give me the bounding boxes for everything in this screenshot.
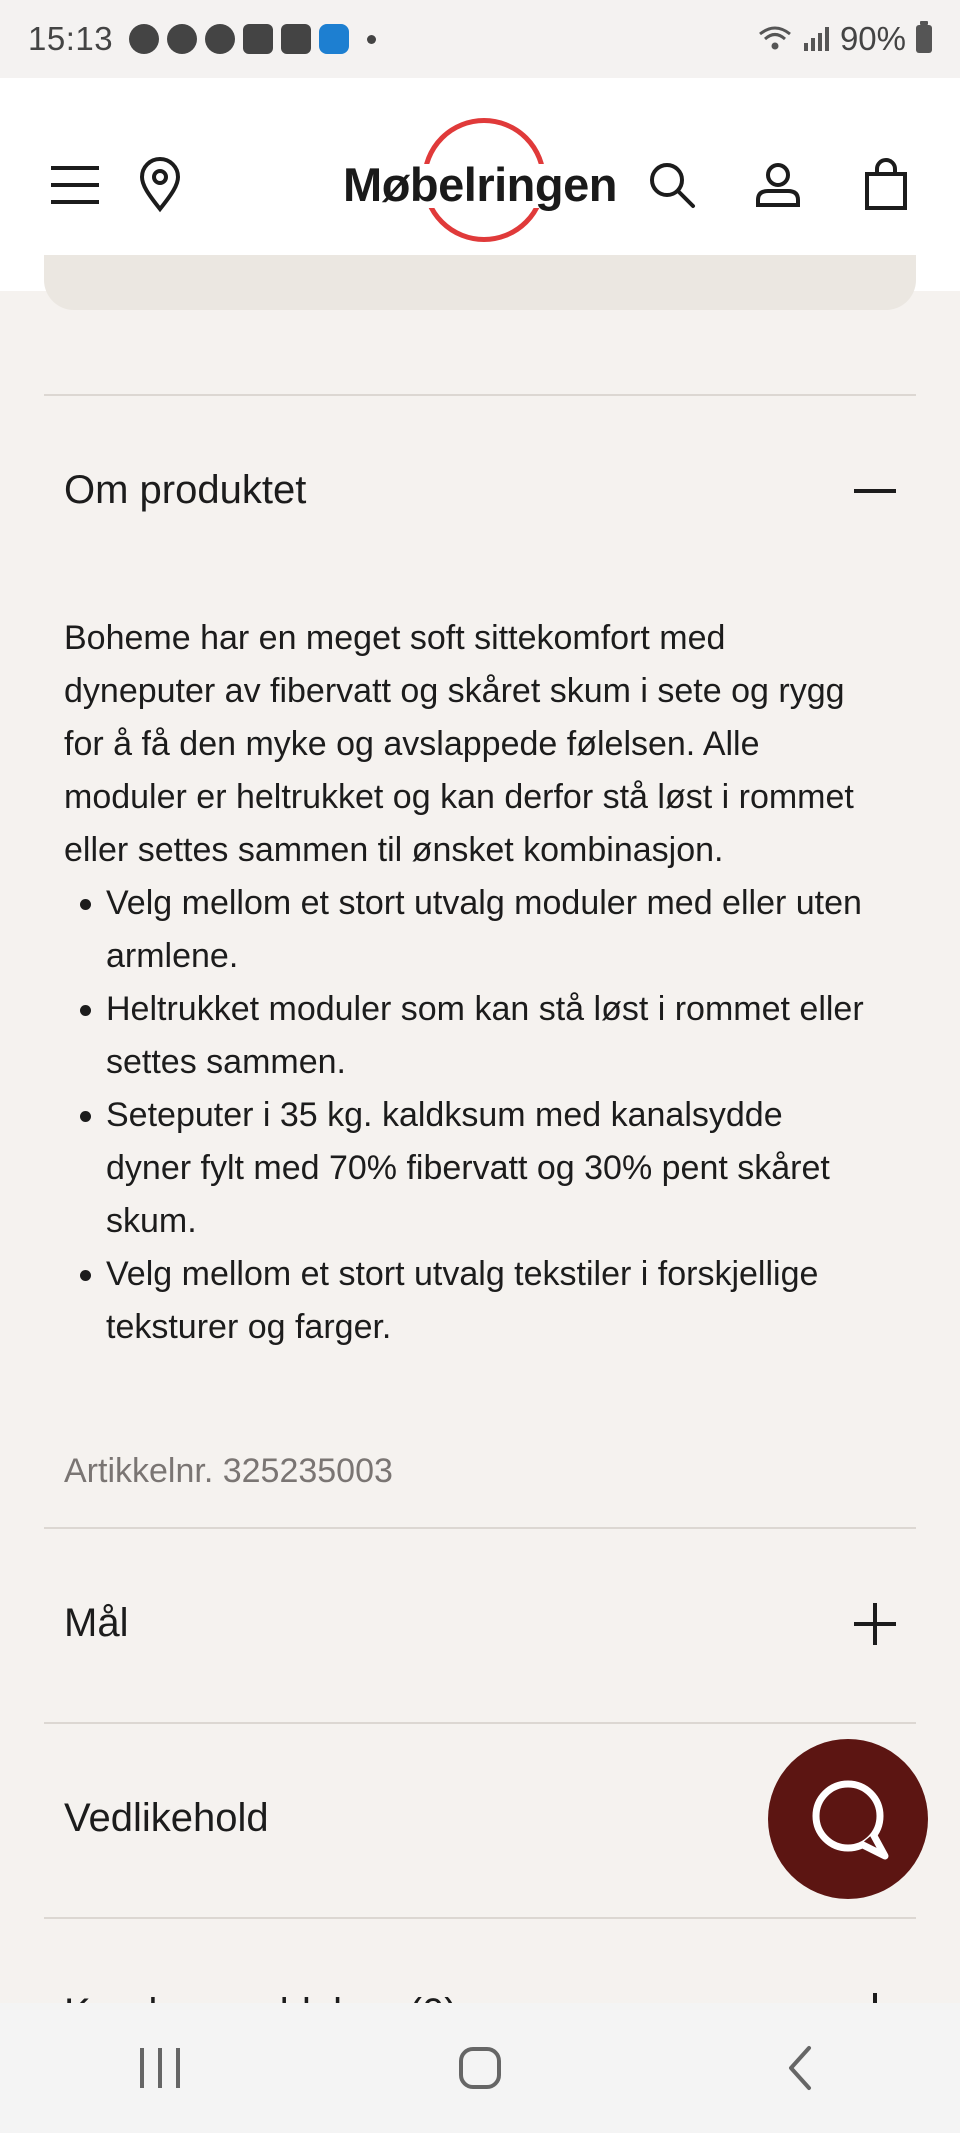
minus-icon — [854, 470, 896, 512]
feature-item: Velg mellom et stort utvalg moduler med eller uten armlene. — [106, 877, 864, 983]
notification-icons — [129, 24, 376, 54]
accordion-header-reviews[interactable] — [44, 1919, 916, 2003]
accordion-title-about: Om produktet — [64, 468, 307, 512]
chat-button[interactable] — [768, 1739, 928, 1899]
feature-item: Heltrukket moduler som kan stå løst i rommet eller settes sammen. — [106, 983, 864, 1089]
home-icon — [458, 2046, 502, 2090]
battery-percent: 90% — [839, 20, 906, 57]
status-bar — [0, 0, 960, 78]
plus-icon — [854, 1603, 896, 1645]
search-icon — [647, 160, 697, 210]
home-button[interactable] — [420, 2028, 540, 2108]
more-notifications-dot — [367, 35, 376, 44]
feature-list — [64, 877, 864, 1354]
user-icon — [755, 162, 801, 208]
back-icon — [785, 2045, 815, 2091]
logo-text: Møbelringen — [343, 157, 617, 211]
recent-apps-icon — [138, 2048, 182, 2088]
recent-apps-button[interactable] — [100, 2028, 220, 2108]
coop-icon — [205, 24, 235, 54]
previous-section-card — [44, 255, 916, 310]
product-description — [64, 612, 864, 1354]
accordion-title-care: Vedlikehold — [64, 1796, 269, 1840]
site-logo[interactable] — [330, 118, 630, 250]
chat-bubble-icon — [805, 1776, 891, 1862]
menu-icon — [51, 164, 99, 206]
shopping-bag-icon — [864, 159, 908, 211]
home-icon — [243, 24, 273, 54]
snapchat-icon — [167, 24, 197, 54]
accordion-header-dimensions[interactable] — [44, 1529, 916, 1722]
feature-item: Seteputer i 35 kg. kaldksum med kanalsydde dyner fylt med 70% fibervatt og 30% pent skåret skum. — [106, 1089, 864, 1248]
feature-item: Velg mellom et stort utvalg tekstiler i forskjellige teksturer og farger. — [106, 1248, 864, 1354]
accordion-title-dimensions: Mål — [64, 1601, 129, 1645]
system-nav-bar — [0, 2003, 960, 2133]
system-status — [758, 20, 932, 58]
layers-icon — [281, 24, 311, 54]
article-number: Artikkelnr. 325235003 — [64, 1452, 393, 1490]
signal-icon — [802, 25, 830, 53]
wifi-icon — [758, 24, 792, 54]
snapchat-icon — [129, 24, 159, 54]
battery-icon — [916, 25, 932, 53]
back-button[interactable] — [740, 2028, 860, 2108]
app-icon — [319, 24, 349, 54]
accordion-header-about[interactable] — [44, 396, 916, 591]
description-text: Boheme har en meget soft sittekomfort med dyneputer av fibervatt og skåret skum i sete og rygg for å få den myke og avslappede følelsen. Alle moduler er heltrukket og kan derfor stå løst i rommet eller settes sammen til ønsket kombinasjon. — [64, 619, 854, 869]
location-pin-icon — [138, 158, 182, 212]
status-time: 15:13 — [28, 20, 114, 57]
